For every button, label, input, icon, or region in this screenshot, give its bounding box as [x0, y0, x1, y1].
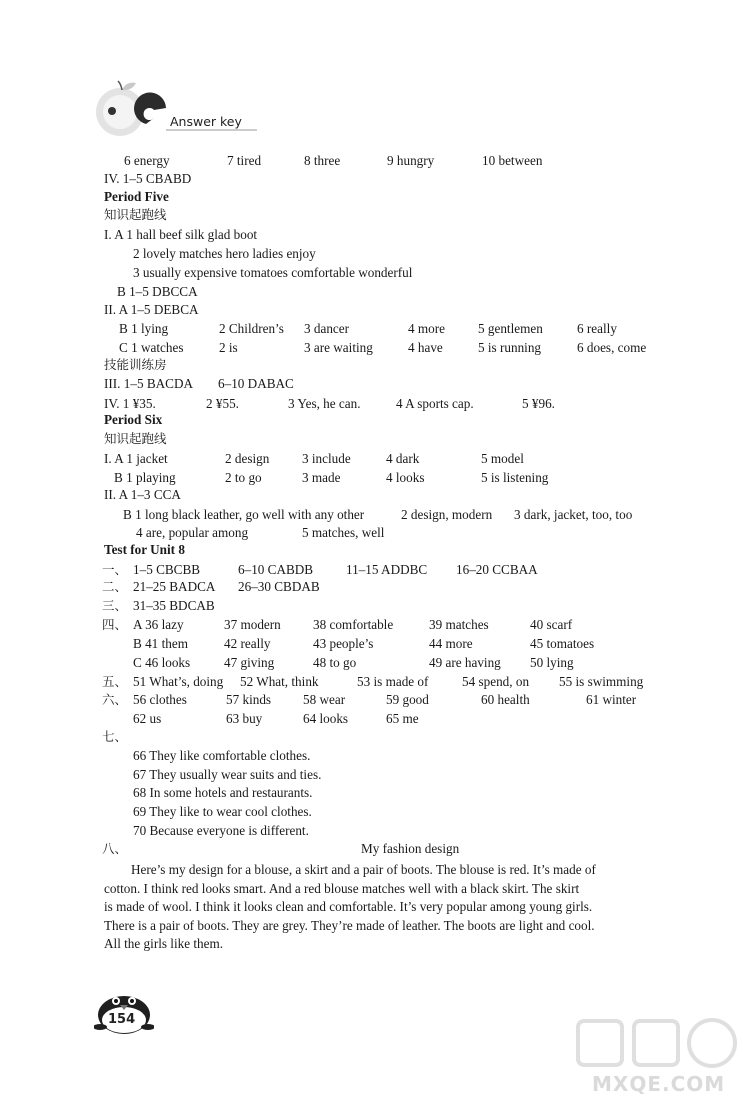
answer-item: 54 spend, on	[462, 674, 530, 689]
answer-item: IV. 1–5 CBABD	[104, 171, 192, 186]
answer-item: 4 are, popular among	[136, 525, 249, 540]
answer-item: C 46 looks	[133, 655, 191, 670]
essay-paragraph	[104, 861, 680, 954]
answer-item: B 1 playing	[114, 470, 176, 485]
heading-text: 知识起跑线	[104, 431, 167, 446]
watermark-text: MXQE.COM	[592, 1072, 726, 1096]
answer-item: 67 They usually wear suits and ties.	[133, 767, 322, 782]
answer-item: 51 What’s, doing	[133, 674, 224, 689]
penguin-icon	[94, 985, 154, 1035]
answer-item: A 36 lazy	[133, 617, 184, 632]
section-number: 二、	[102, 579, 128, 594]
answer-item: I. A 1 hall beef silk glad boot	[104, 227, 258, 242]
essay-line: is made of wool. I think it looks clean and comfortable. It’s very popular among young girls.	[104, 899, 593, 915]
answer-item: B 1–5 DBCCA	[117, 284, 198, 299]
answer-item: 2 to go	[225, 470, 262, 485]
answer-item: 2 design	[225, 451, 270, 466]
answer-item: 52 What, think	[240, 674, 319, 689]
answer-item: 6–10 CABDB	[238, 562, 314, 577]
answer-item: 9 hungry	[387, 153, 435, 168]
answer-item: 38 comfortable	[313, 617, 394, 632]
answer-item: 55 is swimming	[559, 674, 644, 689]
heading-text: Period Five	[104, 189, 169, 204]
answer-item: 6–10 DABAC	[218, 376, 294, 391]
answer-item: 21–25 BADCA	[133, 579, 216, 594]
section-number: 八、	[102, 841, 128, 856]
answer-item: C 1 watches	[119, 340, 184, 355]
answer-item: 2 design, modern	[401, 507, 493, 522]
answer-item: 53 is made of	[357, 674, 429, 689]
answer-item: 59 good	[386, 692, 429, 707]
answer-item: 2 is	[219, 340, 238, 355]
answer-item: 16–20 CCBAA	[456, 562, 538, 577]
answer-item: 3 dancer	[304, 321, 350, 336]
answer-item: 42 really	[224, 636, 271, 651]
answer-item: II. A 1–3 CCA	[104, 487, 181, 502]
answer-item: 6 really	[577, 321, 617, 336]
answer-item: 3 dark, jacket, too, too	[514, 507, 633, 522]
answer-item: 49 are having	[429, 655, 501, 670]
answer-item: 66 They like comfortable clothes.	[133, 748, 311, 763]
answer-item: 39 matches	[429, 617, 489, 632]
answer-item: 31–35 BDCAB	[133, 598, 215, 613]
answer-item: 5 gentlemen	[478, 321, 543, 336]
answer-item: 10 between	[482, 153, 543, 168]
section-number: 六、	[102, 692, 128, 707]
answer-item: 69 They like to wear cool clothes.	[133, 804, 312, 819]
answer-item: I. A 1 jacket	[104, 451, 168, 466]
answer-item: 63 buy	[226, 711, 263, 726]
answer-item: 7 tired	[227, 153, 262, 168]
answer-item: B 1 lying	[119, 321, 169, 336]
answer-item: 65 me	[386, 711, 419, 726]
answer-item: 40 scarf	[530, 617, 573, 632]
answer-item: 68 In some hotels and restaurants.	[133, 785, 313, 800]
answer-item: 56 clothes	[133, 692, 187, 707]
answer-item: 3 usually expensive tomatoes comfortable wonderful	[133, 265, 413, 280]
answer-item: 4 have	[408, 340, 443, 355]
section-number: 七、	[102, 729, 128, 744]
answer-item: III. 1–5 BACDA	[104, 376, 194, 391]
answer-item: 43 people’s	[313, 636, 374, 651]
answer-item: 11–15 ADDBC	[346, 562, 428, 577]
heading-text: 技能训练房	[104, 357, 167, 372]
answer-item: B 41 them	[133, 636, 188, 651]
answer-item: 6 does, come	[577, 340, 647, 355]
answer-item: 4 dark	[386, 451, 420, 466]
answer-item: 57 kinds	[226, 692, 272, 707]
answer-item: 60 health	[481, 692, 530, 707]
essay-line: There is a pair of boots. They are grey. They’re made of leather. The boots are light and cool.	[104, 917, 595, 933]
answer-item: 1–5 CBCBB	[133, 562, 201, 577]
answer-item: 44 more	[429, 636, 473, 651]
answer-item: 2 ¥55.	[206, 396, 239, 411]
answer-item: 4 more	[408, 321, 445, 336]
answer-item: 5 matches, well	[302, 525, 385, 540]
answer-item: B 1 long black leather, go well with any other	[123, 507, 365, 522]
answer-item: 58 wear	[303, 692, 346, 707]
heading-text: Period Six	[104, 412, 163, 427]
answer-item: 45 tomatoes	[530, 636, 595, 651]
answer-item: 48 to go	[313, 655, 357, 670]
answer-item: 4 A sports cap.	[396, 396, 474, 411]
answer-item: 2 Children’s	[219, 321, 284, 336]
essay-line: Here’s my design for a blouse, a skirt and a pair of boots. The blouse is red. It’s made of	[131, 862, 596, 877]
header-title: Answer key	[170, 114, 242, 129]
essay-title: My fashion design	[361, 841, 460, 856]
essay-line: cotton. I think red looks smart. And a red blouse matches well with a black skirt. The skirt	[104, 880, 580, 896]
answer-item: 5 is listening	[481, 470, 549, 485]
answer-item: 8 three	[304, 153, 341, 168]
section-number: 一、	[102, 562, 128, 577]
section-number: 五、	[102, 674, 128, 689]
section-number: 四、	[102, 617, 128, 632]
section-number: 三、	[102, 598, 128, 613]
answer-item: IV. 1 ¥35.	[104, 396, 156, 411]
answer-item: 2 lovely matches hero ladies enjoy	[133, 246, 316, 261]
answer-item: 37 modern	[224, 617, 281, 632]
answer-item: 61 winter	[586, 692, 637, 707]
answer-item: 5 is running	[478, 340, 542, 355]
essay-line: All the girls like them.	[104, 936, 224, 952]
answer-item: 47 giving	[224, 655, 275, 670]
answer-item: 3 are waiting	[304, 340, 373, 355]
answer-item: II. A 1–5 DEBCA	[104, 302, 199, 317]
answer-item: 50 lying	[530, 655, 574, 670]
answer-item: 5 ¥96.	[522, 396, 555, 411]
page-number: 154	[108, 1012, 136, 1027]
heading-text: Test for Unit 8	[104, 542, 185, 557]
answer-item: 62 us	[133, 711, 162, 726]
answer-item: 3 Yes, he can.	[288, 396, 361, 411]
answer-item: 64 looks	[303, 711, 349, 726]
answer-item: 6 energy	[124, 153, 170, 168]
header-apple-logo-icon	[92, 78, 262, 148]
answer-item: 70 Because everyone is different.	[133, 823, 309, 838]
answer-item: 3 include	[302, 451, 351, 466]
answer-item: 3 made	[302, 470, 341, 485]
answer-item: 4 looks	[386, 470, 425, 485]
answer-item: 5 model	[481, 451, 524, 466]
answer-item: 26–30 CBDAB	[238, 579, 320, 594]
heading-text: 知识起跑线	[104, 207, 167, 222]
